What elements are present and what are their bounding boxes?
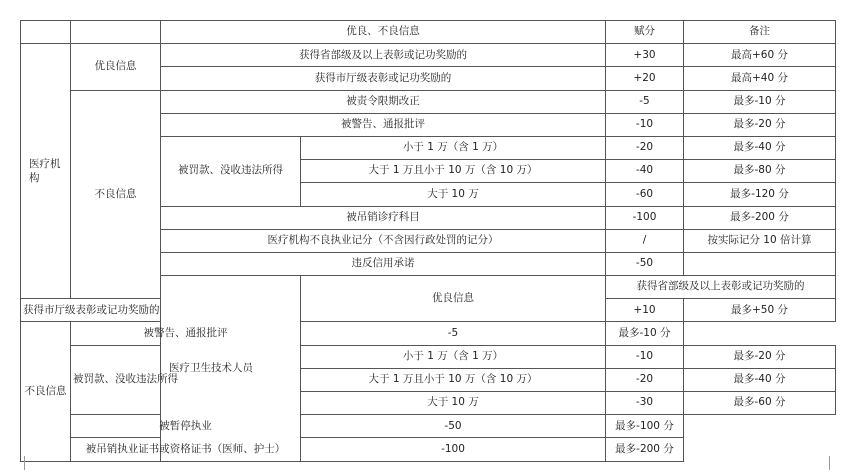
- score-cell: -100: [301, 438, 606, 461]
- item-text: 小于 1 万（含 1 万）: [301, 136, 606, 159]
- item-text: 被警告、通报批评: [71, 322, 301, 345]
- remark-cell: 按实际记分 10 倍计算: [684, 229, 836, 252]
- score-cell: -30: [606, 392, 684, 415]
- item-text: 大于 10 万: [301, 183, 606, 206]
- header-score: 赋分: [606, 21, 684, 44]
- credit-score-table-wrapper: [20, 20, 836, 462]
- item-text: 获得省部级及以上表彰或记功奖励的: [606, 276, 836, 299]
- remark-cell: 最多-80 分: [684, 160, 836, 183]
- item-text: 被暂停执业: [71, 415, 301, 438]
- score-cell: -20: [606, 136, 684, 159]
- item-text: 被吊销执业证书或资格证书（医师、护士）: [71, 438, 301, 461]
- score-cell: -50: [606, 252, 684, 275]
- item-text: 被责令限期改正: [161, 90, 606, 113]
- table-row: [21, 415, 836, 438]
- score-cell: -10: [606, 345, 684, 368]
- item-text: 大于 1 万且小于 10 万（含 10 万）: [301, 160, 606, 183]
- remark-cell: 最多+50 分: [684, 299, 836, 322]
- item-text: 被警告、通报批评: [161, 113, 606, 136]
- table-row: [21, 44, 836, 67]
- score-cell: -60: [606, 183, 684, 206]
- remark-cell: 最多-100 分: [606, 415, 684, 438]
- item-text: 大于 1 万且小于 10 万（含 10 万）: [301, 368, 606, 391]
- section-label-institution: 医疗机构: [21, 44, 71, 299]
- credit-score-table: [20, 20, 836, 462]
- remark-cell: 最多-20 分: [684, 113, 836, 136]
- header-blank-1: [21, 21, 71, 44]
- score-cell: /: [606, 229, 684, 252]
- remark-cell: 最高+60 分: [684, 44, 836, 67]
- page-corner-mark-right: [829, 456, 830, 470]
- page-corner-mark-left: [24, 456, 25, 470]
- category-label-good: 优良信息: [71, 44, 161, 90]
- remark-cell: [684, 252, 836, 275]
- remark-cell: 最高+40 分: [684, 67, 836, 90]
- score-cell: -10: [606, 113, 684, 136]
- score-cell: -5: [301, 322, 606, 345]
- score-cell: -5: [606, 90, 684, 113]
- item-text: 被吊销诊疗科目: [161, 206, 606, 229]
- table-row: [21, 345, 836, 368]
- remark-cell: 最多-200 分: [684, 206, 836, 229]
- remark-cell: 最多-40 分: [684, 136, 836, 159]
- remark-cell: 最多-40 分: [684, 368, 836, 391]
- item-text: 获得省部级及以上表彰或记功奖励的: [161, 44, 606, 67]
- category-label-bad: 不良信息: [71, 90, 161, 299]
- item-text: 医疗机构不良执业记分（不含因行政处罚的记分）: [161, 229, 606, 252]
- fine-label: 被罚款、没收违法所得: [71, 345, 161, 415]
- remark-cell: 最多-10 分: [684, 90, 836, 113]
- item-text: 违反信用承诺: [161, 252, 606, 275]
- remark-cell: 最多-200 分: [606, 438, 684, 461]
- score-cell: -40: [606, 160, 684, 183]
- remark-cell: 最多-20 分: [684, 345, 836, 368]
- score-cell: -50: [301, 415, 606, 438]
- score-cell: -100: [606, 206, 684, 229]
- remark-cell: 最多-60 分: [684, 392, 836, 415]
- score-cell: -20: [606, 368, 684, 391]
- header-item: 优良、不良信息: [161, 21, 606, 44]
- table-row: [21, 322, 836, 345]
- table-row: [21, 438, 836, 461]
- header-row: [21, 21, 836, 44]
- header-remark: 备注: [684, 21, 836, 44]
- item-text: 小于 1 万（含 1 万）: [301, 345, 606, 368]
- category-label-bad: 不良信息: [21, 322, 71, 461]
- remark-cell: 最多-120 分: [684, 183, 836, 206]
- item-text: 大于 10 万: [301, 392, 606, 415]
- score-cell: +10: [606, 299, 684, 322]
- remark-cell: 最多-10 分: [606, 322, 684, 345]
- table-row: [21, 90, 836, 113]
- item-text: 获得市厅级表彰或记功奖励的: [161, 67, 606, 90]
- section-label-staff: 医疗卫生技术人员: [161, 276, 301, 462]
- fine-label: 被罚款、没收违法所得: [161, 136, 301, 206]
- header-blank-2: [71, 21, 161, 44]
- score-cell: +20: [606, 67, 684, 90]
- score-cell: +30: [606, 44, 684, 67]
- item-text: 获得市厅级表彰或记功奖励的: [21, 299, 161, 322]
- category-label-good: 优良信息: [301, 276, 606, 322]
